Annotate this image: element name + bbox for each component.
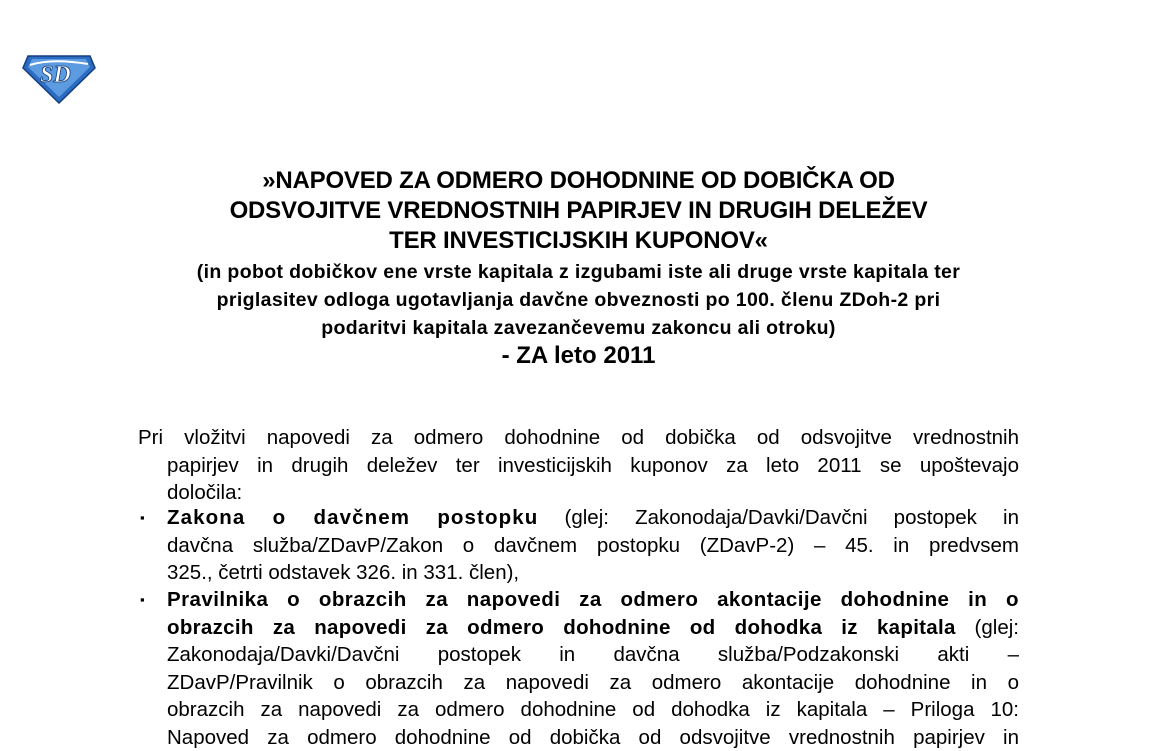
bullet-2-line-5: obrazcih za napovedi za odmero dohodnine od dohodka iz kapitala – Priloga 10: <box>167 696 1019 724</box>
subtitle-line-2: priglasitev odloga ugotavljanja davčne obveznosti po 100. členu ZDoh-2 pri <box>120 286 1037 314</box>
bullet-marker-2: ▪ <box>140 586 160 614</box>
bullet-2-line-1 <box>167 586 1019 614</box>
bullet-1-line-1 <box>167 504 1019 532</box>
logo-text: SD <box>40 62 71 88</box>
bullet-2-bold-2: obrazcih za napovedi za odmero dohodnine od dohodka iz kapitala <box>167 616 956 639</box>
year-heading: - ZA leto 2011 <box>120 341 1037 371</box>
bullet-1-line-3: 325., četrti odstavek 326. in 331. člen), <box>167 559 1019 587</box>
bullet-2-line-3: Zakonodaja/Davki/Davčni postopek in davčna služba/Podzakonski akti – <box>167 641 1019 669</box>
bullet-2-rest-2: (glej: <box>956 616 1019 639</box>
intro-paragraph <box>138 424 1019 507</box>
document-title-line-2: ODSVOJITVE VREDNOSTNIH PAPIRJEV IN DRUGIH DELEŽEV <box>120 196 1037 226</box>
bullet-marker-1: ▪ <box>140 504 160 532</box>
bullet-2-line-6: Napoved za odmero dohodnine od dobička od odsvojitve vrednostnih papirjev in <box>167 724 1019 751</box>
bullet-1-rest: (glej: Zakonodaja/Davki/Davčni postopek in <box>538 506 1019 529</box>
subtitle-line-3: podaritvi kapitala zavezančevemu zakoncu ali otroku) <box>120 314 1037 342</box>
logo-emblem <box>22 50 96 104</box>
intro-line-1: Pri vložitvi napovedi za odmero dohodnine od dobička od odsvojitve vrednostnih <box>138 424 1019 452</box>
document-title-line-1: »NAPOVED ZA ODMERO DOHODNINE OD DOBIČKA OD <box>120 166 1037 196</box>
bullet-1-bold: Zakona o davčnem postopku <box>167 506 538 529</box>
subtitle-line-1: (in pobot dobičkov ene vrste kapitala z izgubami iste ali druge vrste kapitala ter <box>120 258 1037 286</box>
intro-line-3: določila: <box>138 479 1019 507</box>
bullet-item-1 <box>167 504 1019 587</box>
document-title-line-3: TER INVESTICIJSKIH KUPONOV« <box>120 226 1037 256</box>
intro-line-2: papirjev in drugih deležev ter investicijskih kuponov za leto 2011 se upoštevajo <box>138 452 1019 480</box>
bullet-2-line-4: ZDavP/Pravilnik o obrazcih za napovedi za odmero akontacije dohodnine in o <box>167 669 1019 697</box>
bullet-1-line-2: davčna služba/ZDavP/Zakon o davčnem postopku (ZDavP-2) – 45. in predvsem <box>167 532 1019 560</box>
bullet-2-bold-1: Pravilnika o obrazcih za napovedi za odmero akontacije dohodnine in o <box>167 588 1019 611</box>
bullet-item-2 <box>167 586 1019 751</box>
bullet-2-line-2 <box>167 614 1019 642</box>
